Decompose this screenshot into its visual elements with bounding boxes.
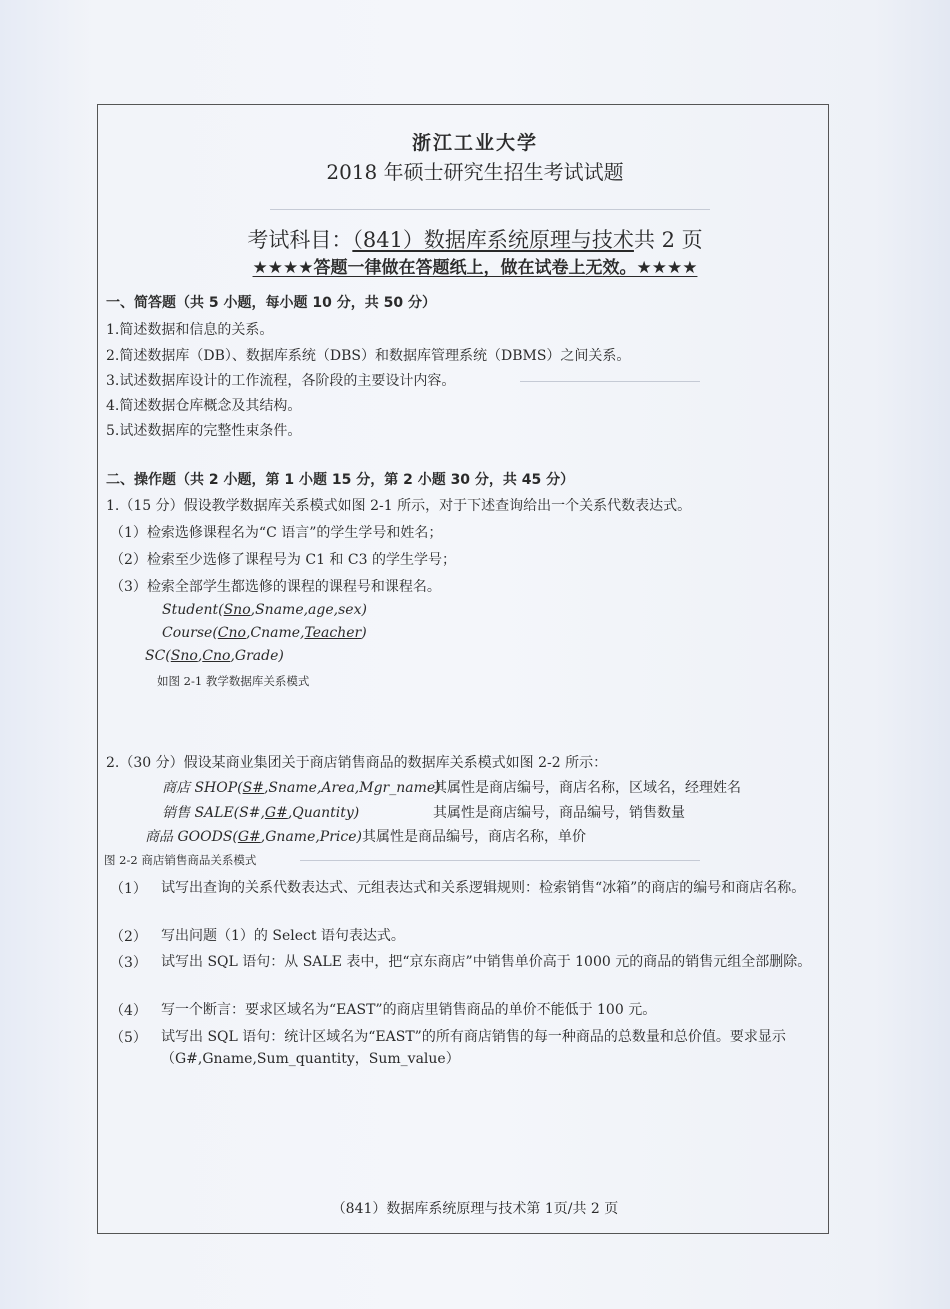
section2-heading: 二、操作题（共 2 小题，第 1 小题 15 分，第 2 小题 30 分，共 45 分） <box>106 472 575 488</box>
q1-item: （3）检索全部学生都选修的课程的课程号和课程名。 <box>110 579 441 595</box>
q1-intro: 1.（15 分）假设教学数据库关系模式如图 2-1 所示，对于下述查询给出一个关系代数表达式。 <box>106 498 692 514</box>
goods-desc: 其属性是商品编号，商店名称，单价 <box>362 829 586 845</box>
q2-item-text: 试写出 SQL 语句：统计区域名为“EAST”的所有商店销售的每一种商品的总数量和总价值。要求显示（G#,Gname,Sum_quantity，Sum_value） <box>161 1029 786 1067</box>
section1-heading: 一、简答题（共 5 小题，每小题 10 分，共 50 分） <box>106 295 436 311</box>
sale-desc: 其属性是商店编号，商品编号，销售数量 <box>433 805 685 821</box>
page-footer: （841）数据库系统原理与技术第 1页/共 2 页 <box>331 1201 619 1217</box>
schema-goods <box>145 826 362 846</box>
schema-key: G# <box>237 829 261 845</box>
schema-key: G# <box>264 805 288 821</box>
q2-intro: 2.（30 分）假设某商业集团关于商店销售商品的数据库关系模式如图 2-2 所示： <box>106 755 608 771</box>
schema-text: , <box>197 648 203 664</box>
decorative-line <box>270 209 710 210</box>
subject-prefix: 考试科目： <box>247 228 353 252</box>
university-name: 浙江工业大学 <box>411 132 538 154</box>
exam-title: 2018 年硕士研究生招生考试试题 <box>326 160 624 184</box>
schema-key: Cno <box>202 648 231 664</box>
schema-sale <box>162 802 359 822</box>
figure-caption-2-2: 图 2-2 商店销售商品关系模式 <box>104 853 257 867</box>
schema-shop <box>162 777 441 797</box>
schema-text: 销售 SALE(S#, <box>162 805 265 821</box>
q2-item-number: （2） <box>110 929 147 945</box>
section1-question: 2.简述数据库（DB）、数据库系统（DBS）和数据库管理系统（DBMS）之间关系。 <box>106 348 631 364</box>
q2-item-number: （4） <box>110 1003 147 1019</box>
q2-item-number: （1） <box>110 881 147 897</box>
scan-fold-line <box>520 381 700 382</box>
schema-text: 商店 SHOP( <box>162 780 243 796</box>
schema-student <box>162 602 367 618</box>
schema-foreign-key: Teacher <box>304 625 362 641</box>
q2-item-number: （3） <box>110 955 147 971</box>
figure-caption-2-1: 如图 2-1 教学数据库关系模式 <box>157 674 310 688</box>
q2-item-text: 写一个断言：要求区域名为“EAST”的商店里销售商品的单价不能低于 100 元。 <box>161 1002 657 1018</box>
schema-key: Sno <box>223 602 251 618</box>
answer-notice: ★★★★答题一律做在答题纸上，做在试卷上无效。★★★★ <box>252 258 698 278</box>
schema-text: Student( <box>162 602 224 618</box>
shop-desc: 其属性是商店编号，商店名称，区域名，经理姓名 <box>433 780 741 796</box>
schema-text: ,Quantity) <box>287 805 360 821</box>
section1-question: 1.简述数据和信息的关系。 <box>106 322 274 338</box>
scan-fold-line <box>300 860 700 861</box>
section1-question: 3.试述数据库设计的工作流程，各阶段的主要设计内容。 <box>106 373 456 389</box>
schema-text: ) <box>361 625 367 641</box>
schema-text: ,Sname,age,sex) <box>250 602 367 618</box>
schema-text: ,Grade) <box>230 648 284 664</box>
schema-key: Cno <box>217 625 246 641</box>
schema-text: ,Gname,Price) <box>260 829 362 845</box>
q2-item-text: 写出问题（1）的 Select 语句表达式。 <box>161 928 405 944</box>
q2-item-number: （5） <box>110 1030 147 1046</box>
section1-question: 5.试述数据库的完整性束条件。 <box>106 423 302 439</box>
q2-item-text: 试写出 SQL 语句：从 SALE 表中，把“京东商店”中销售单价高于 1000 元的商品的销售元组全部删除。 <box>161 954 812 970</box>
schema-text: ,Sname,Area,Mgr_name) <box>263 780 441 796</box>
schema-text: Course( <box>162 625 218 641</box>
schema-course <box>162 625 367 641</box>
q1-item: （1）检索选修课程名为“C 语言”的学生学号和姓名； <box>110 525 443 541</box>
q1-item: （2）检索至少选修了课程号为 C1 和 C3 的学生学号； <box>110 552 456 568</box>
subject-name: （841）数据库系统原理与技术 <box>352 228 634 252</box>
q2-item-text: 试写出查询的关系代数表达式、元组表达式和关系逻辑规则：检索销售“冰箱”的商店的编号和商店名称。 <box>161 880 806 896</box>
schema-text: 商品 GOODS( <box>145 829 238 845</box>
schema-text: SC( <box>145 648 171 664</box>
subject-pages: 共 2 页 <box>633 228 703 252</box>
schema-sc <box>145 648 284 664</box>
schema-key: S# <box>242 780 264 796</box>
section1-question: 4.简述数据仓库概念及其结构。 <box>106 398 302 414</box>
schema-text: ,Cname, <box>245 625 305 641</box>
exam-subject <box>0 224 950 254</box>
schema-key: Sno <box>170 648 198 664</box>
